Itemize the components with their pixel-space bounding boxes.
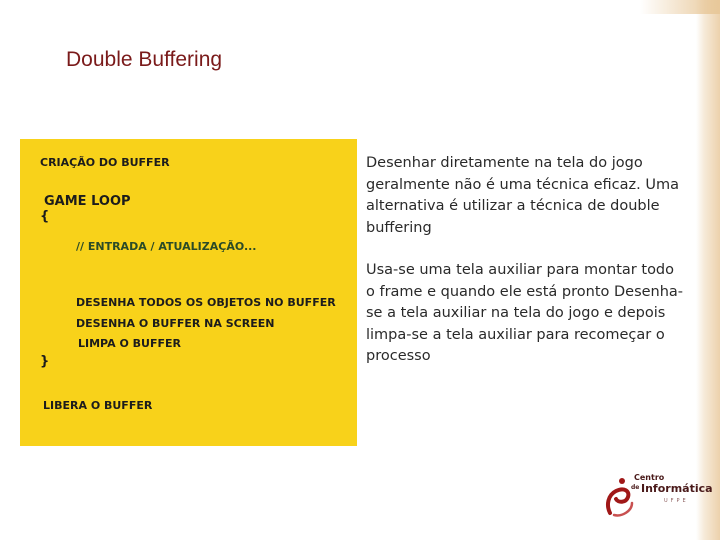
pseudocode-box: [20, 139, 357, 446]
code-line-free-buffer: LIBERA O BUFFER: [43, 399, 153, 412]
code-line-draw-screen: DESENHA O BUFFER NA SCREEN: [76, 317, 275, 330]
code-line-clear-buffer: LIMPA O BUFFER: [78, 337, 181, 350]
paragraph-intro: Desenhar diretamente na tela do jogo geralmente não é uma técnica eficaz. Uma alternativa é utilizar a técnica de double buffering: [366, 155, 679, 236]
slide-title: Double Buffering: [66, 48, 223, 71]
code-line-game-loop: GAME LOOP: [44, 194, 131, 209]
logo-swirl-icon: [604, 475, 636, 519]
logo-line-informatica: Informática: [641, 482, 713, 495]
code-line-open-brace: {: [40, 209, 50, 224]
code-line-comment: // ENTRADA / ATUALIZAÇÃO...: [76, 240, 257, 253]
code-line-close-brace: }: [40, 354, 50, 369]
right-gradient-border: [696, 0, 720, 540]
top-right-decoration: [640, 0, 720, 14]
explanation-text: [366, 153, 686, 389]
paragraph-method: Usa-se uma tela auxiliar para montar todo o frame e quando ele está pronto Desenha-se a tela auxiliar na tela do jogo e depois limpa-se a tela auxiliar para recomeçar o processo: [366, 262, 684, 364]
logo-line-de: de: [631, 484, 640, 491]
code-line-create-buffer: CRIAÇÃO DO BUFFER: [40, 156, 170, 169]
logo-line-ufpe: UFPE: [664, 498, 689, 504]
logo-line-centro: Centro: [634, 473, 665, 482]
centro-informatica-logo: [604, 471, 713, 521]
code-line-draw-objects: DESENHA TODOS OS OBJETOS NO BUFFER: [76, 296, 336, 309]
